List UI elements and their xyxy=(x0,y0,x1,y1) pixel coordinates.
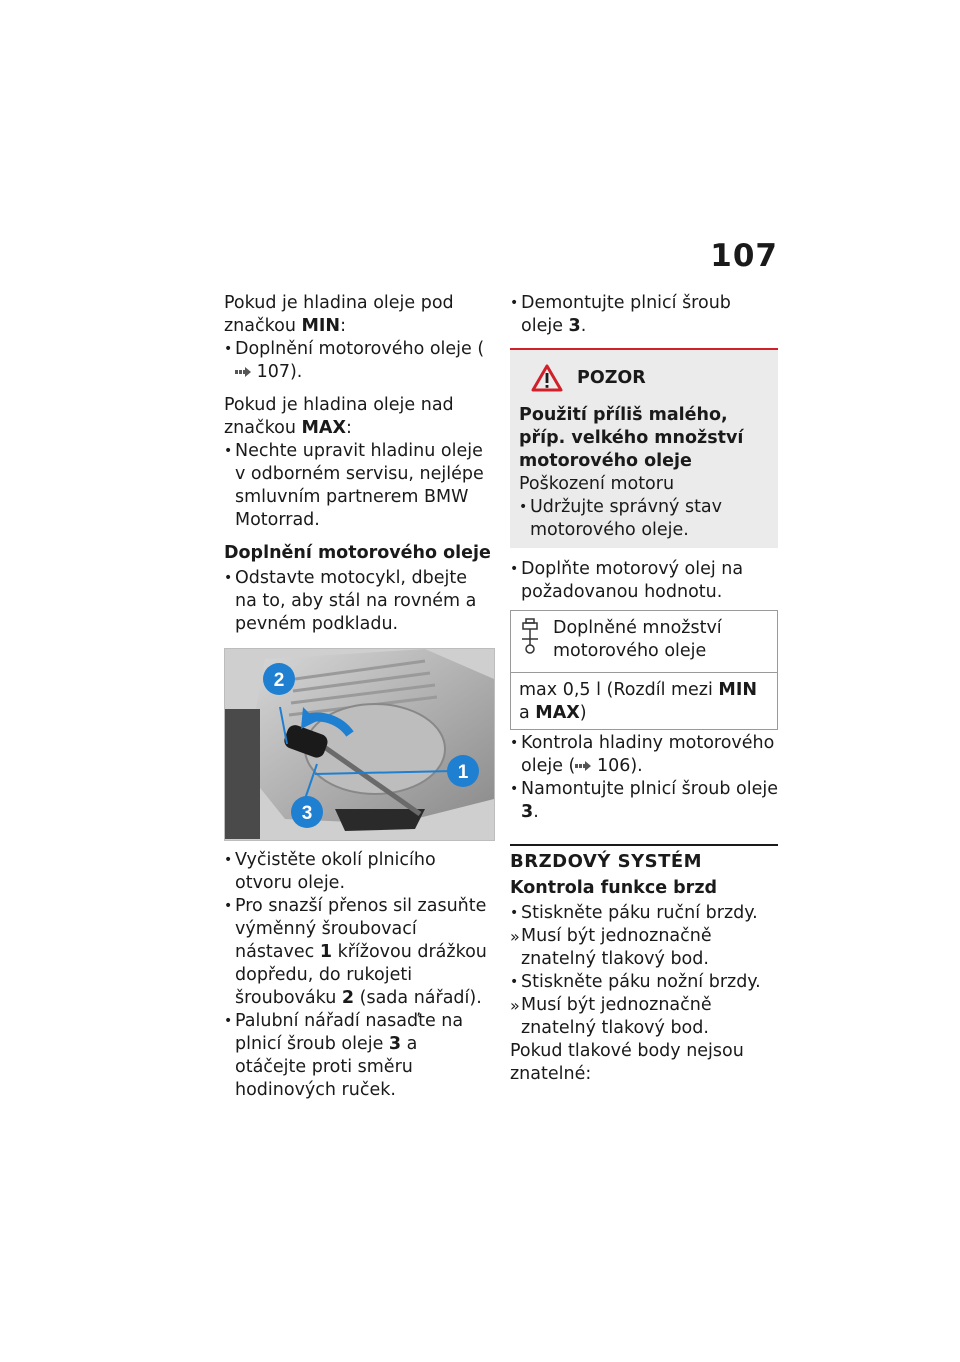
list-item-fill-oil: • Doplňte motorový olej na požadovanou hodnotu. xyxy=(510,558,778,604)
engine-oil-can-icon xyxy=(519,617,541,657)
page-reference-arrow-icon xyxy=(235,367,251,377)
list-item-clean: • Vyčistěte okolí plnicího otvoru oleje. xyxy=(224,849,494,895)
result-item-foot-brake: » Musí být jednoznačně znatelný tlakový bod. xyxy=(510,994,778,1040)
section-heading-refill: Doplnění motorového oleje xyxy=(224,543,491,563)
list-item-check-level: • Kontrola hladiny motorového oleje ( 106). xyxy=(510,732,778,778)
warning-action: • Udržujte správný stav motorového oleje. xyxy=(519,496,769,542)
list-item-hand-brake: • Stiskněte páku ruční brzdy. xyxy=(510,902,778,925)
warning-title: POZOR xyxy=(531,364,769,392)
result-item-hand-brake: » Musí být jednoznačně znatelný tlakový bod. xyxy=(510,925,778,971)
section-title-brakes: BRZDOVÝ SYSTÉM xyxy=(510,851,703,872)
warning-box xyxy=(510,348,778,548)
list-item-service: • Nechte upravit hladinu oleje v odborném servisu, nejlépe smluvním partnerem BMW Motorrad. xyxy=(224,440,494,532)
paragraph-no-pressure-point: Pokud tlakové body nejsou znatelné: xyxy=(510,1041,744,1084)
page-number: 107 xyxy=(710,238,778,274)
paragraph-min: Pokud je hladina oleje pod značkou MIN: xyxy=(224,293,454,336)
section-divider xyxy=(510,844,778,873)
right-column xyxy=(510,292,778,1086)
page-reference-arrow-icon xyxy=(575,761,591,771)
spec-table xyxy=(510,610,778,730)
callout-label-2: 2 xyxy=(273,670,285,691)
left-column xyxy=(224,292,494,1102)
engine-oil-filler-figure xyxy=(224,648,495,841)
list-item-install-screw: • Namontujte plnicí šroub oleje 3. xyxy=(510,778,778,824)
list-item-park: • Odstavte motocykl, dbejte na to, aby stál na rovném a pevném podkladu. xyxy=(224,567,494,636)
list-item-refill: • Doplnění motorového oleje ( 107). xyxy=(224,338,494,384)
engine-illustration xyxy=(225,649,494,840)
list-item-turn-screw: • Palubní nářadí nasaďte na plnicí šroub oleje 3 a otáčejte proti směru hodinových ruček. xyxy=(224,1010,494,1102)
list-item-foot-brake: • Stiskněte páku nožní brzdy. xyxy=(510,971,778,994)
warning-consequence: Poškození motoru xyxy=(519,474,675,494)
callout-label-1: 1 xyxy=(457,762,469,783)
warning-subtitle: Použití příliš malého, příp. velkého množství motorového oleje xyxy=(519,405,744,471)
spec-value: max 0,5 l (Rozdíl mezi MIN a MAX) xyxy=(519,680,757,723)
warning-triangle-icon xyxy=(531,364,563,392)
subheading-brake-check: Kontrola funkce brzd xyxy=(510,878,718,898)
list-item-insert-bit: • Pro snazší přenos sil zasuňte výměnný šroubovací nástavec 1 křížovou drážkou dopředu, do rukojeti šroubováku 2 (sada nářadí). xyxy=(224,895,494,1010)
spec-label: Doplněné množství motorového oleje xyxy=(553,618,722,661)
list-item-remove-screw: • Demontujte plnicí šroub oleje 3. xyxy=(510,292,778,338)
callout-label-3: 3 xyxy=(301,803,313,824)
paragraph-max: Pokud je hladina oleje nad značkou MAX: xyxy=(224,395,454,438)
spec-header xyxy=(511,611,777,673)
